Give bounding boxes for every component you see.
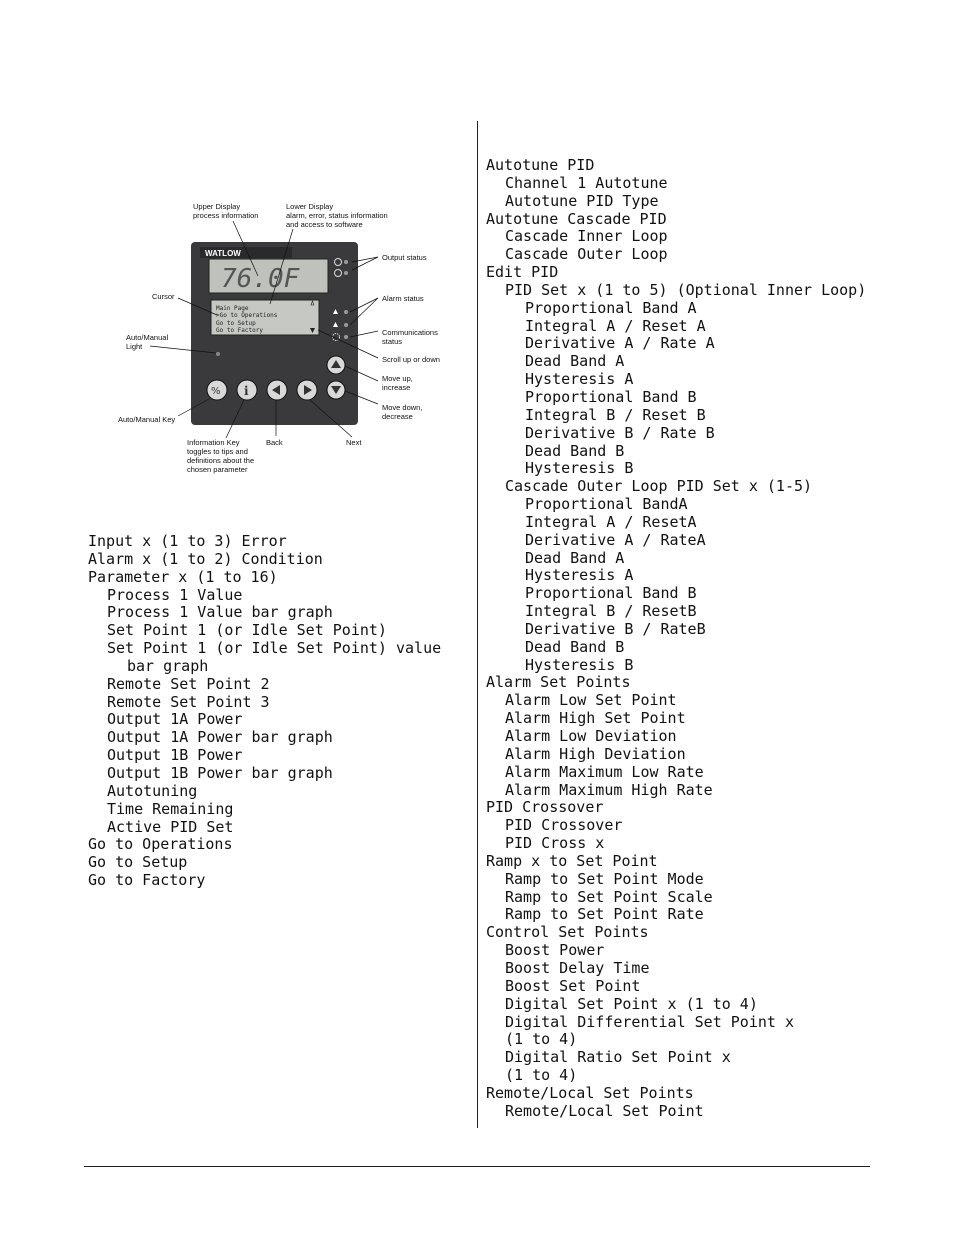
menu-item: Process 1 Value (107, 585, 243, 604)
menu-item: Integral B / Reset B (525, 405, 706, 424)
column-divider (477, 121, 478, 1128)
menu-item: Active PID Set (107, 817, 234, 836)
menu-item: Set Point 1 (or Idle Set Point) (107, 621, 387, 640)
menu-item: Output 1B Power (107, 746, 243, 765)
menu-item: Derivative A / Rate A (525, 334, 715, 353)
label-back: Back (266, 438, 283, 447)
menu-item: Hysteresis B (525, 655, 634, 674)
auto-manual-icon: % (211, 386, 221, 397)
menu-item: Time Remaining (107, 799, 234, 818)
menu-item: Hysteresis A (525, 566, 634, 585)
menu-item: (1 to 4) (505, 1030, 578, 1049)
upper-display-value: 76.0F (221, 264, 300, 294)
menu-item: Output 1B Power bar graph (107, 763, 333, 782)
label-scroll: Scroll up or down (382, 355, 440, 364)
menu-item: Parameter x (1 to 16) (88, 567, 278, 586)
menu-item: Cascade Inner Loop (505, 227, 668, 246)
label-next: Next (346, 438, 362, 447)
menu-item: Digital Set Point x (1 to 4) (505, 994, 758, 1013)
menu-item: Proportional Band B (525, 387, 697, 406)
menu-item: Dead Band B (525, 441, 625, 460)
menu-item: Digital Differential Set Point x (505, 1012, 794, 1031)
label-output-status: Output status (382, 253, 427, 262)
menu-item: Go to Factory (88, 871, 206, 890)
menu-item: Alarm High Deviation (505, 744, 686, 763)
menu-item: Autotuning (107, 781, 198, 800)
menu-item: Ramp to Set Point Scale (505, 887, 713, 906)
menu-item: Go to Operations (88, 835, 233, 854)
menu-item: Integral B / ResetB (525, 602, 697, 621)
menu-item: Proportional Band B (525, 584, 697, 603)
menu-item: Alarm Maximum Low Rate (505, 762, 704, 781)
operations-menu-list (486, 157, 866, 1121)
menu-item: Dead Band A (525, 548, 625, 567)
menu-item: (1 to 4) (505, 1066, 578, 1085)
menu-item: Boost Delay Time (505, 958, 650, 977)
menu-item: Alarm High Set Point (505, 709, 686, 728)
menu-item: bar graph (127, 656, 209, 675)
brand-logo: WATLOW (205, 249, 241, 258)
auto-manual-light (216, 352, 220, 356)
label-communications-status: Communications status (382, 328, 438, 346)
menu-item: PID Crossover (486, 798, 604, 817)
label-lower-display: Lower Display alarm, error, status information and access to software (286, 202, 388, 229)
label-information-key: Information Key toggles to tips and definitions about the chosen parameter (187, 438, 255, 474)
menu-item: Digital Ratio Set Point x (505, 1048, 731, 1067)
footer-rule (84, 1166, 870, 1167)
menu-item: Channel 1 Autotune (505, 173, 668, 192)
menu-item: Go to Setup (88, 853, 188, 872)
menu-item: Derivative B / Rate B (525, 423, 715, 442)
menu-item: Alarm Low Set Point (505, 691, 677, 710)
menu-item: Derivative A / RateA (525, 530, 706, 549)
menu-item: Autotune PID Type (505, 191, 659, 210)
label-auto-manual-key: Auto/Manual Key (118, 415, 176, 424)
menu-item: Integral A / Reset A (525, 316, 706, 335)
menu-item: Alarm Low Deviation (505, 727, 677, 745)
menu-item: Remote/Local Set Points (486, 1083, 694, 1102)
menu-item: Set Point 1 (or Idle Set Point) value (107, 639, 442, 658)
menu-item: Proportional Band A (525, 298, 697, 317)
menu-item: Hysteresis A (525, 370, 634, 389)
menu-item: PID Cross x (505, 834, 605, 853)
menu-item: Cascade Outer Loop (505, 245, 668, 264)
menu-item: Hysteresis B (525, 459, 634, 478)
menu-item: Remote Set Point 2 (107, 674, 270, 693)
menu-item: Autotune Cascade PID (486, 209, 667, 228)
label-upper-display: Upper Display process information (193, 202, 259, 220)
menu-item: Remote/Local Set Point (505, 1101, 704, 1120)
menu-item: Integral A / ResetA (525, 512, 697, 531)
menu-item: Process 1 Value bar graph (107, 603, 333, 622)
lower-display-line-2: >Go to Operations (216, 312, 278, 319)
menu-item: Proportional BandA (525, 495, 688, 514)
menu-item: Alarm Set Points (486, 673, 631, 692)
menu-item: Remote Set Point 3 (107, 692, 270, 711)
menu-item: Derivative B / RateB (525, 619, 706, 638)
lower-display-line-4: Go to Factory (216, 327, 263, 334)
menu-item: Boost Power (505, 941, 605, 960)
menu-item: Boost Set Point (505, 976, 641, 995)
menu-item: Output 1A Power (107, 710, 243, 729)
menu-item: Dead Band B (525, 637, 625, 656)
lower-display-line-3: Go to Setup (216, 320, 256, 327)
menu-item: Alarm x (1 to 2) Condition (88, 549, 323, 568)
info-icon: i (244, 384, 249, 398)
menu-item: Output 1A Power bar graph (107, 728, 333, 747)
menu-item: PID Set x (1 to 5) (Optional Inner Loop) (505, 280, 867, 299)
label-move-down: Move down, decrease (382, 403, 423, 421)
menu-item: Ramp to Set Point Mode (505, 869, 704, 888)
lower-display-line-1: Main Page (216, 305, 249, 312)
label-move-up: Move up, increase (382, 374, 413, 392)
label-cursor: Cursor (152, 292, 175, 301)
label-alarm-status: Alarm status (382, 294, 424, 303)
main-page-menu-list (88, 533, 441, 890)
menu-item: Dead Band A (525, 352, 625, 371)
menu-item: Ramp to Set Point Rate (505, 905, 704, 924)
menu-item: PID Crossover (505, 816, 623, 835)
menu-item: Autotune PID (486, 156, 595, 174)
menu-item: Input x (1 to 3) Error (88, 532, 287, 550)
menu-item: Alarm Maximum High Rate (505, 780, 713, 799)
menu-item: Ramp x to Set Point (486, 851, 658, 870)
label-auto-manual-light: Auto/Manual Light (126, 333, 169, 351)
menu-item: Edit PID (486, 263, 559, 282)
menu-item: Cascade Outer Loop PID Set x (1-5) (505, 477, 813, 496)
menu-item: Control Set Points (486, 923, 649, 942)
